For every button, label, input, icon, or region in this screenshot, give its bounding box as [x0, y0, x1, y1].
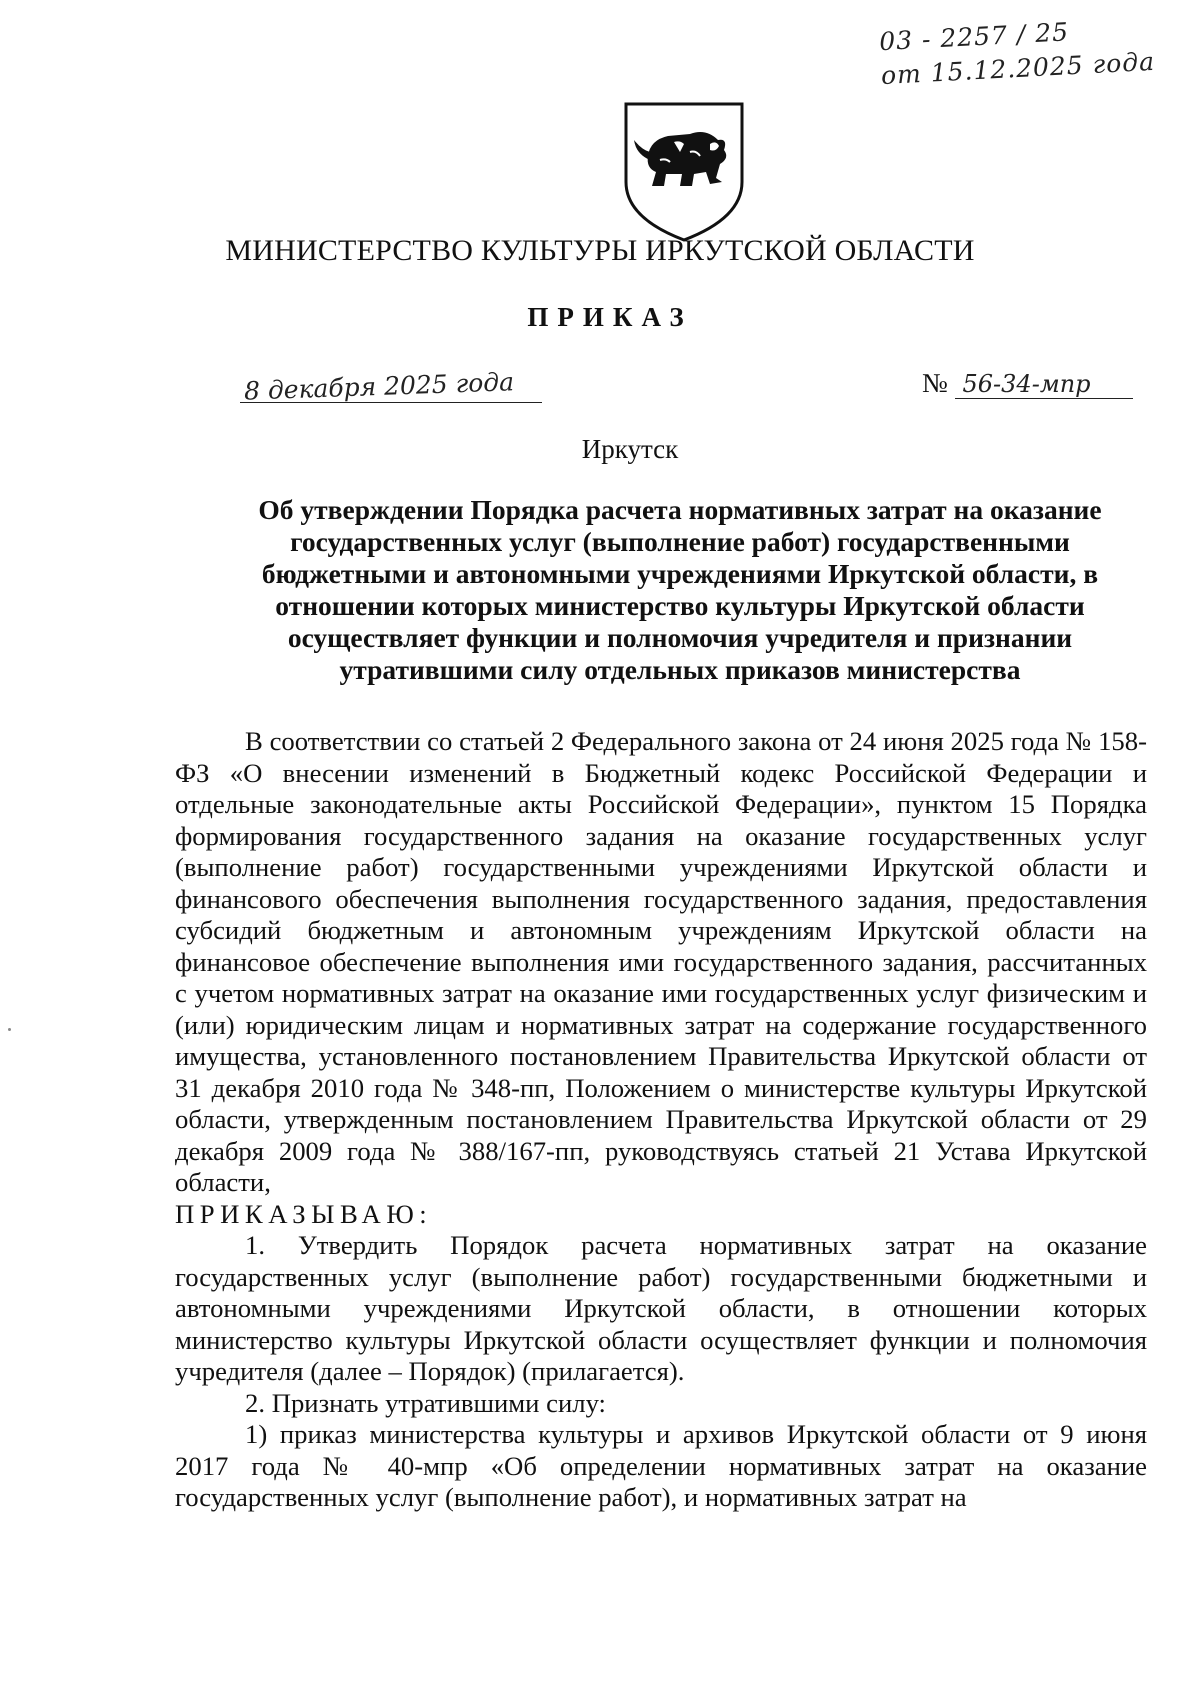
registration-date: от 15.12.2025 года: [880, 46, 1156, 91]
registration-number: 03 - 2257 / 25: [878, 17, 1070, 57]
item-2-1: 1) приказ министерства культуры и архивов Иркутской области от 9 июня 2017 года № 40-мпр «Об определении нормативных затрат на оказание государственных услуг (выполнение работ), и нормативных затрат на: [175, 1419, 1147, 1512]
number-prefix: №: [922, 368, 948, 398]
document-type: ПРИКАЗ: [527, 302, 693, 332]
order-number-handwritten: 56-34-мпр: [955, 370, 1133, 399]
ministry-name: МИНИСТЕРСТВО КУЛЬТУРЫ ИРКУТСКОЙ ОБЛАСТИ: [225, 234, 975, 267]
city: Иркутск: [581, 434, 679, 464]
document-body: [175, 726, 1147, 1514]
preamble-paragraph: В соответствии со статьей 2 Федерального закона от 24 июня 2025 года № 158-ФЗ «О внесении изменений в Бюджетный кодекс Российской Федерации и отдельные законодательные акты Российской Федерации», пунктом 15 Порядка формирования государственного задания на оказание государственных услуг (выполнение работ) государственными учреждениями Иркутской области и финансового обеспечения выполнения государственного задания, предоставления субсидий бюджетным и автономным учреждениям Иркутской области на финансовое обеспечение выполнения ими государственного задания, рассчитанных с учетом нормативных затрат на оказание ими государственных услуг физическим и (или) юридическим лицам и нормативных затрат на содержание государственного имущества, установленного постановлением Правительства Иркутской области от 31 декабря 2010 года № 348-пп, Положением о министерстве культуры Иркутской области, утвержденным постановлением Правительства Иркутской области от 29 декабря 2009 года № 388/167-пп, руководствуясь статьей 21 Устава Иркутской области,: [175, 726, 1147, 1197]
registration-stamp: [878, 11, 1155, 93]
order-number: [922, 368, 1133, 399]
scan-speck: [8, 1028, 11, 1031]
document-title: Об утверждении Порядка расчета нормативных затрат на оказание государственных услуг (выполнение работ) государственными бюджетными и автономными учреждениями Иркутской области, в отношении которых министерство культуры Иркутской области осуществляет функции и полномочия учредителя и признании утратившими силу отдельных приказов министерства: [258, 494, 1102, 685]
item-1: 1. Утвердить Порядок расчета нормативных затрат на оказание государственных услуг (выполнение работ) государственными бюджетными и автономными учреждениями Иркутской области, в отношении которых министерство культуры Иркутской области осуществляет функции и полномочия учредителя (далее – Порядок) (прилагается).: [175, 1230, 1147, 1386]
order-date: [240, 367, 542, 406]
order-word: ПРИКАЗЫВАЮ:: [175, 1198, 433, 1229]
order-date-handwritten: 8 декабря 2025 года: [243, 367, 515, 406]
item-2: 2. Признать утратившими силу:: [245, 1387, 606, 1418]
irkutsk-coat-of-arms-icon: [620, 100, 748, 242]
